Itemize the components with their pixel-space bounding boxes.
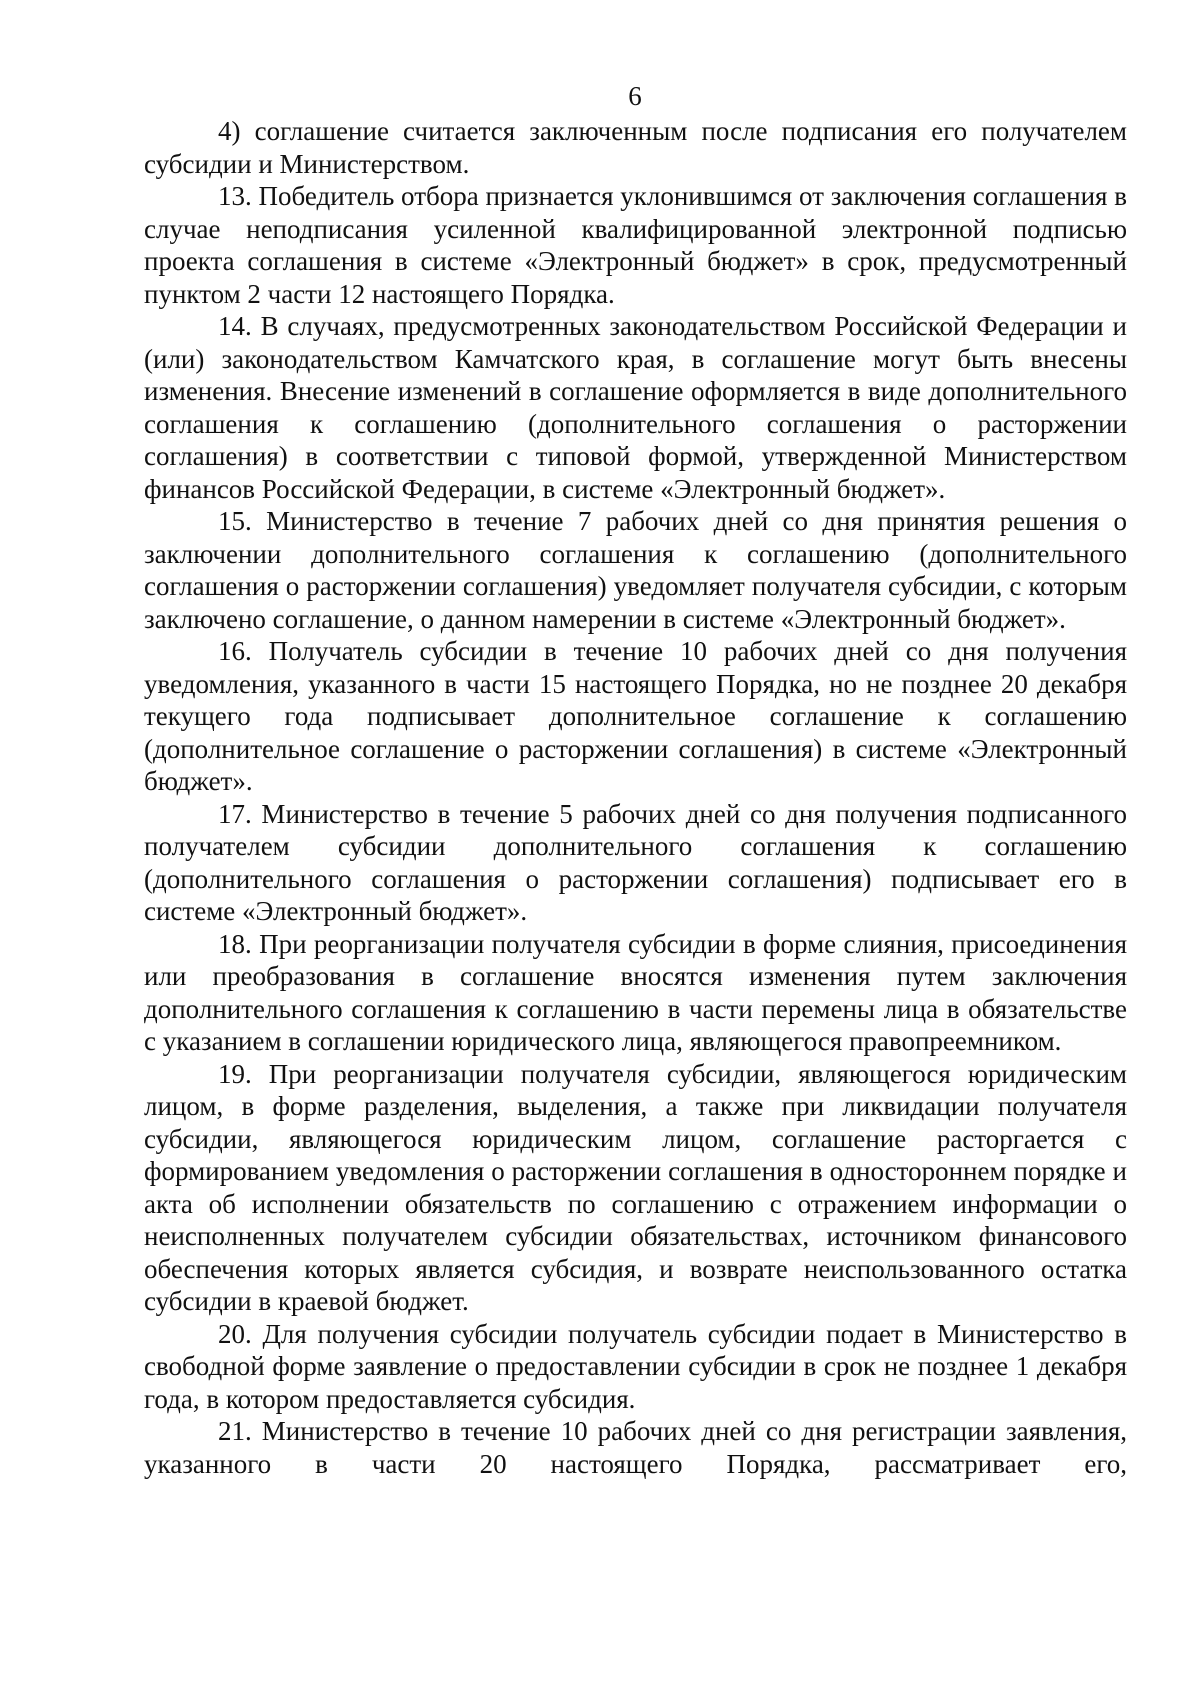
paragraph-16: 16. Получатель субсидии в течение 10 рабочих дней со дня получения уведомления, указанного в части 15 настоящего Порядка, но не позднее 20 декабря текущего года подписывает дополнительное соглашение к соглашению (дополнительное соглашение о расторжении соглашения) в системе «Электронный бюджет». xyxy=(144,636,1127,796)
paragraph-13: 13. Победитель отбора признается уклонившимся от заключения соглашения в случае неподписания усиленной квалифицированной электронной подписью проекта соглашения в системе «Электронный бюджет» в срок, предусмотренный пунктом 2 части 12 настоящего Порядка. xyxy=(144,181,1127,309)
paragraph-19: 19. При реорганизации получателя субсидии, являющегося юридическим лицом, в форме разделения, выделения, а также при ликвидации получателя субсидии, являющегося юридическим лицом, соглашение расторгается с формированием уведомления о расторжении соглашения в одностороннем порядке и акта об исполнении обязательств по соглашению с отражением информации о неисполненных получателем субсидии обязательствах, источником финансового обеспечения которых является субсидия, и возврате неиспользованного остатка субсидии в краевой бюджет. xyxy=(144,1058,1127,1316)
paragraph-15: 15. Министерство в течение 7 рабочих дней со дня принятия решения о заключении дополнительного соглашения к соглашению (дополнительного соглашения о расторжении соглашения) уведомляет получателя субсидии, с которым заключено соглашение, о данном намерении в системе «Электронный бюджет». xyxy=(144,506,1127,634)
paragraph-18: 18. При реорганизации получателя субсидии в форме слияния, присоединения или преобразования в соглашение вносятся изменения путем заключения дополнительного соглашения к соглашению в части перемены лица в обязательстве с указанием в соглашении юридического лица, являющегося правопреемником. xyxy=(144,928,1127,1056)
paragraph-14: 14. В случаях, предусмотренных законодательством Российской Федерации и (или) законодательством Камчатского края, в соглашение могут быть внесены изменения. Внесение изменений в соглашение оформляется в виде дополнительного соглашения к соглашению (дополнительного соглашения о расторжении соглашения) в соответствии с типовой формой, утвержденной Министерством финансов Российской Федерации, в системе «Электронный бюджет». xyxy=(144,311,1127,504)
paragraph-12-4: 4) соглашение считается заключенным после подписания его получателем субсидии и Министерством. xyxy=(144,116,1127,179)
document-body xyxy=(144,115,1127,1480)
page-number: 6 xyxy=(628,81,642,111)
paragraph-21: 21. Министерство в течение 10 рабочих дней со дня регистрации заявления, указанного в части 20 настоящего Порядка, рассматривает его, xyxy=(144,1416,1127,1479)
paragraph-20: 20. Для получения субсидии получатель субсидии подает в Министерство в свободной форме заявление о предоставлении субсидии в срок не позднее 1 декабря года, в котором предоставляется субсидия. xyxy=(144,1318,1127,1414)
paragraph-17: 17. Министерство в течение 5 рабочих дней со дня получения подписанного получателем субсидии дополнительного соглашения к соглашению (дополнительного соглашения о расторжении соглашения) подписывает его в системе «Электронный бюджет». xyxy=(144,798,1127,926)
